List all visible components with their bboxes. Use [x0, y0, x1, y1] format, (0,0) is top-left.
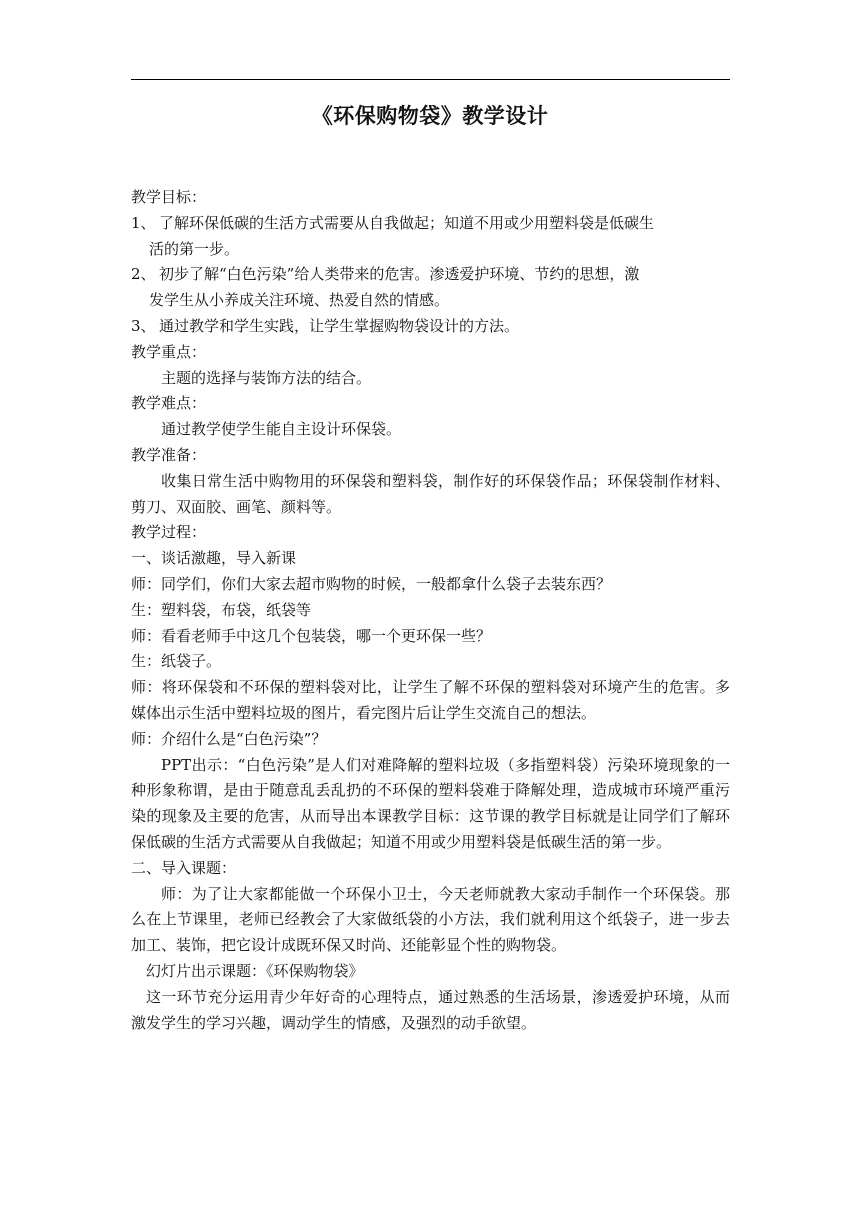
header-rule	[131, 79, 730, 80]
dialogue-line: 师：同学们，你们大家去超市购物的时候，一般都拿什么袋子去装东西？	[131, 574, 612, 593]
difficulty-text: 通过教学使学生能自主设计环保袋。	[161, 420, 402, 439]
objectives-heading: 教学目标：	[131, 188, 207, 206]
objective-item-1	[131, 211, 730, 263]
process-heading: 教学过程：	[131, 523, 207, 542]
document-title: 《环保购物袋》教学设计	[311, 103, 549, 128]
closing-paragraph: 这一环节充分运用青少年好奇的心理特点，通过熟悉的生活场景，渗透爱护环境，从而激发学生的学习兴趣，调动学生的情感，及强烈的动手欲望。	[131, 987, 730, 1032]
objective-text: 初步了解“白色污染”给人类带来的危害。渗透爱护环境、节约的思想，激	[159, 265, 640, 284]
section-2-paragraph: 师：为了让大家都能做一个环保小卫士，今天老师就教大家动手制作一个环保袋。那么在上节课里，老师已经教会了大家做纸袋的小方法，我们就利用这个纸袋子，进一步去加工、装饰，把它设计成既环保又时尚、还能彰显个性的购物袋。	[131, 884, 730, 955]
preparation-heading: 教学准备：	[131, 445, 207, 464]
preparation-text: 收集日常生活中购物用的环保袋和塑料袋，制作好的环保袋作品；环保袋制作材料、剪刀、双面胶、画笔、颜料等。	[131, 471, 730, 516]
dialogue-line: 师：将环保袋和不环保的塑料袋对比，让学生了解不环保的塑料袋对环境产生的危害。多媒体出示生活中塑料垃圾的图片，看完图片后让学生交流自己的想法。	[131, 678, 730, 722]
objective-item-2	[131, 262, 730, 314]
key-points-text: 主题的选择与装饰方法的结合。	[161, 368, 372, 387]
dialogue-line: 生：纸袋子。	[131, 652, 222, 671]
slide-title-line: 幻灯片出示课题：《环保购物袋》	[146, 961, 364, 980]
section-2-heading: 二、导入课题：	[131, 858, 237, 877]
section-1-heading: 一、谈话激趣，导入新课	[131, 549, 297, 568]
dialogue-line: 师：看看老师手中这几个包装袋，哪一个更环保一些？	[131, 626, 492, 645]
ppt-paragraph: PPT出示：“白色污染”是人们对难降解的塑料垃圾（多指塑料袋）污染环境现象的一种形象称谓，是由于随意乱丢乱扔的不环保的塑料袋难于降解处理，造成城市环境严重污染的现象及主要的危害，从而导出本课教学目标：这节课的教学目标就是让同学们了解环保低碳的生活方式需要从自我做起；知道不用或少用塑料袋是低碳生活的第一步。	[131, 755, 730, 851]
document-body	[131, 185, 730, 1036]
objective-number: 1、	[131, 213, 156, 232]
objective-number: 3、	[131, 316, 156, 335]
objective-continuation: 发学生从小养成关注环境、热爱自然的情感。	[149, 291, 450, 310]
objective-number: 2、	[131, 265, 156, 284]
objective-item-3	[131, 314, 730, 340]
dialogue-line: 师：介绍什么是“白色污染”？	[131, 729, 327, 748]
key-points-heading: 教学重点：	[131, 342, 207, 361]
objective-continuation: 活的第一步。	[149, 239, 240, 258]
objective-text: 了解环保低碳的生活方式需要从自我做起；知道不用或少用塑料袋是低碳生	[159, 213, 655, 232]
dialogue-line: 生：塑料袋，布袋，纸袋等	[131, 600, 312, 619]
objective-text: 通过教学和学生实践，让学生掌握购物袋设计的方法。	[159, 316, 520, 335]
difficulty-heading: 教学难点：	[131, 394, 207, 413]
